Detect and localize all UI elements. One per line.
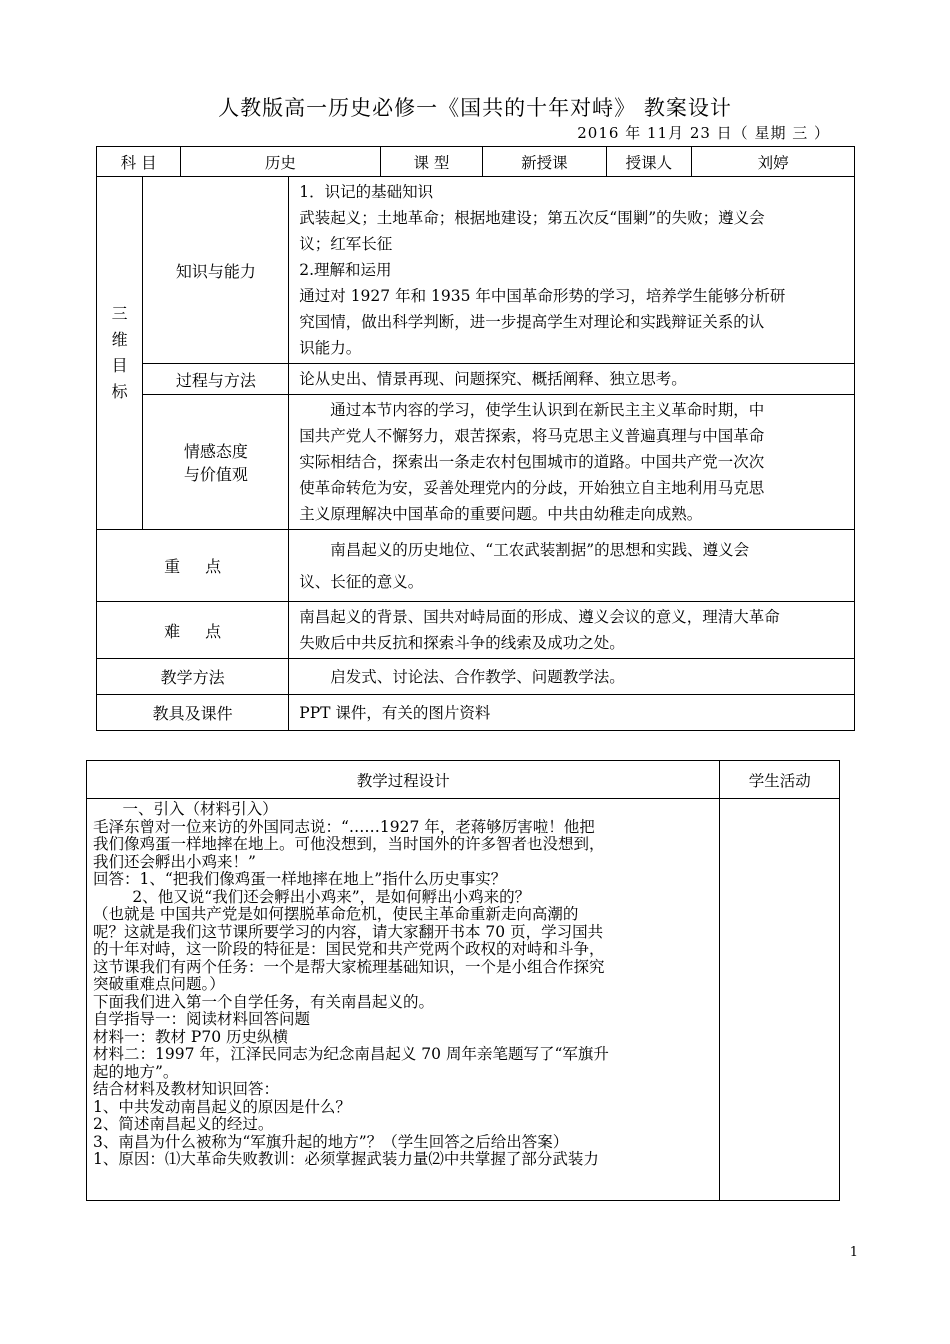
text-line: 呢？这就是我们这节课所要学习的内容，请大家翻开书本 70 页，学习国共 [93, 922, 604, 941]
text-line: 主义原理解决中国革命的重要问题。中共由幼稚走向成熟。 [299, 505, 703, 523]
difficulties-content [289, 602, 855, 659]
text-line: 通过本节内容的学习，使学生认识到在新民主主义革命时期，中 [330, 401, 765, 419]
text-line: 议；红军长征 [299, 235, 393, 253]
lesson-type-label: 课 型 [380, 147, 483, 177]
text-line: 结合材料及教材知识回答： [93, 1080, 280, 1098]
text-line: 2.理解和运用 [299, 261, 392, 279]
teacher-value: 刘婷 [692, 147, 855, 177]
knowledge-ability-label: 知识与能力 [143, 177, 289, 364]
emotion-values-label [143, 395, 289, 530]
teaching-process-table [86, 760, 840, 1201]
teaching-tools-content: PPT 课件，有关的图片资料 [289, 695, 855, 731]
subject-label: 科 目 [97, 147, 181, 177]
text-line: （也就是 中国共产党是如何摆脱革命危机，使民主革命重新走向高潮的 [93, 905, 579, 923]
goals-char: 标 [111, 382, 128, 401]
text-line: 失败后中共反抗和探索斗争的线索及成功之处。 [299, 634, 625, 652]
lesson-info-table [96, 146, 855, 731]
teaching-method-content: 启发式、讨论法、合作教学、问题教学法。 [289, 659, 855, 695]
text-line: 材料二：1997 年，江泽民同志为纪念南昌起义 70 周年亲笔题写了“军旗升 [93, 1045, 609, 1063]
subject-value: 历史 [181, 147, 380, 177]
text-line: 突破重难点问题。） [93, 975, 225, 993]
text-line: 1、原因：⑴大革命失败教训：必须掌握武装力量⑵中共掌握了部分武装力 [93, 1150, 599, 1168]
knowledge-ability-content [289, 177, 855, 364]
document-date: 2016 年 11月 23 日（ 星期 三 ） [577, 124, 830, 142]
student-activity-header: 学生活动 [720, 761, 840, 799]
text-line: 实际相结合，探索出一条走农村包围城市的道路。中国共产党一次次 [299, 453, 765, 471]
text-line: 的十年对峙，这一阶段的特征是：国民党和共产党两个政权的对峙和斗争， [93, 940, 605, 958]
teaching-process-header: 教学过程设计 [87, 761, 720, 799]
key-points-content [289, 530, 855, 602]
text-line: 议、长征的意义。 [299, 572, 424, 591]
teacher-label: 授课人 [606, 147, 692, 177]
goals-char: 三 [111, 304, 128, 323]
text-line: 回答：1、“把我们像鸡蛋一样地摔在地上”指什么历史事实？ [93, 870, 507, 888]
text-line: 3、南昌为什么被称为“军旗升起的地方”？（学生回答之后给出答案） [93, 1132, 569, 1151]
text-line: 我们像鸡蛋一样地摔在地上。可他没想到，当时国外的许多智者也没想到， [93, 835, 605, 853]
text-line: 南昌起义的历史地位、“工农武装割据”的思想和实践、遵义会 [330, 540, 750, 559]
text-line: 国共产党人不懈努力，艰苦探索，将马克思主义普遍真理与中国革命 [299, 427, 765, 445]
process-method-content: 论从史出、情景再现、问题探究、概括阐释、独立思考。 [289, 364, 855, 395]
text-line: 下面我们进入第一个自学任务，有关南昌起义的。 [93, 992, 435, 1011]
text-line: 2、简述南昌起义的经过。 [93, 1115, 274, 1133]
teaching-process-content [87, 799, 720, 1201]
text-line: 起的地方”。 [93, 1062, 179, 1081]
teaching-tools-label: 教具及课件 [97, 695, 289, 731]
student-activity-content [720, 799, 840, 1201]
page-number: 1 [849, 1245, 858, 1260]
process-method-label: 过程与方法 [143, 364, 289, 395]
text-line: 南昌起义的背景、国共对峙局面的形成、遵义会议的意义，理清大革命 [299, 608, 780, 626]
three-dimensional-goals-label [97, 177, 143, 530]
text-line: 1．识记的基础知识 [299, 183, 434, 201]
emotion-label-line: 情感态度 [183, 442, 248, 461]
emotion-label-line: 与价值观 [183, 465, 248, 484]
difficulties-label: 难 点 [97, 602, 289, 659]
text-line: 究国情，做出科学判断，进一步提高学生对理论和实践辩证关系的认 [299, 313, 765, 331]
text-line: 材料一：教材 P70 历史纵横 [93, 1027, 289, 1046]
key-points-label: 重 点 [97, 530, 289, 602]
goals-char: 目 [111, 356, 128, 375]
text-line: 识能力。 [299, 339, 362, 357]
text-line: 我们还会孵出小鸡来！” [93, 852, 256, 871]
teaching-method-label: 教学方法 [97, 659, 289, 695]
text-line: 武装起义；土地革命；根据地建设；第五次反“围剿”的失败；遵义会 [299, 209, 765, 227]
text-line: 毛泽东曾对一位来访的外国同志说：“……1927 年，老蒋够厉害啦！他把 [93, 817, 595, 836]
text-line: 1、中共发动南昌起义的原因是什么？ [93, 1097, 351, 1116]
text-line: 通过对 1927 年和 1935 年中国革命形势的学习，培养学生能够分析研 [299, 287, 786, 305]
text-line: 2、他又说“我们还会孵出小鸡来”，是如何孵出小鸡来的？ [93, 887, 531, 906]
text-line: 一、引入（材料引入） [93, 800, 278, 818]
text-line: 使革命转危为安，妥善处理党内的分歧，开始独立自主地利用马克思 [299, 479, 765, 497]
lesson-type-value: 新授课 [483, 147, 606, 177]
emotion-values-content [289, 395, 855, 530]
document-title: 人教版高一历史必修一《国共的十年对峙》 教案设计 [218, 96, 732, 120]
text-line: 自学指导一：阅读材料回答问题 [93, 1010, 311, 1028]
goals-char: 维 [111, 330, 128, 349]
text-line: 这节课我们有两个任务：一个是帮大家梳理基础知识，一个是小组合作探究 [93, 957, 605, 976]
